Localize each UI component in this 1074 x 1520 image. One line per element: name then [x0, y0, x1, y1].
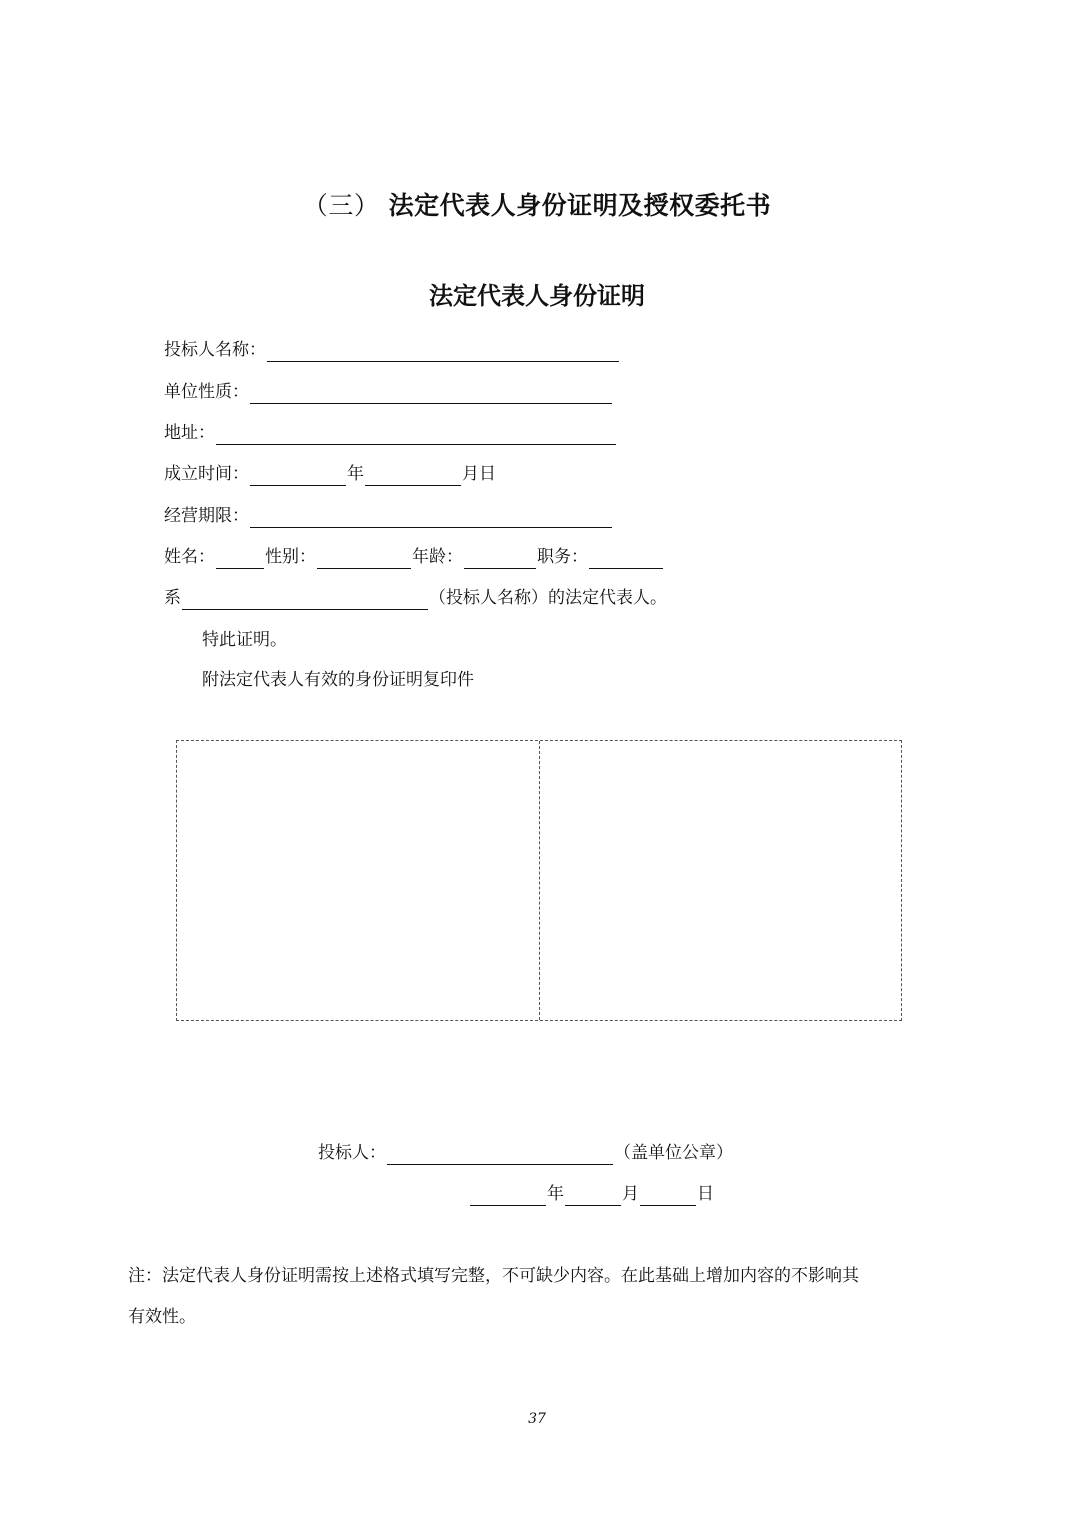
title-prefix: （三） — [302, 191, 380, 220]
id-copy-divider — [539, 741, 540, 1020]
age-blank[interactable] — [464, 550, 536, 569]
sign-month-blank[interactable] — [565, 1187, 621, 1206]
unit-nature-label: 单位性质： — [164, 382, 249, 402]
title-main-text: 法定代表人身份证明及授权委托书 — [388, 191, 772, 220]
operating-period-row — [164, 504, 613, 528]
page-title — [0, 186, 1074, 222]
page-number: 37 — [528, 1411, 546, 1427]
sign-year-blank[interactable] — [470, 1187, 546, 1206]
bidder-signature-label: 投标人： — [318, 1143, 386, 1163]
sign-day-label: 日 — [697, 1184, 714, 1204]
gender-label: 性别： — [265, 547, 316, 567]
established-label: 成立时间： — [164, 464, 249, 484]
established-row — [164, 462, 496, 486]
relation-row — [164, 586, 667, 610]
gender-blank[interactable] — [317, 550, 411, 569]
bidder-signature-blank[interactable] — [387, 1146, 613, 1165]
name-blank[interactable] — [216, 550, 264, 569]
relation-suffix: （投标人名称）的法定代表人。 — [429, 588, 667, 608]
unit-nature-blank[interactable] — [250, 385, 612, 404]
signature-date-row — [469, 1182, 714, 1206]
operating-period-blank[interactable] — [250, 509, 612, 528]
established-month-day-label: 月日 — [462, 464, 496, 484]
bidder-name-blank[interactable] — [267, 343, 619, 362]
address-row — [164, 421, 617, 445]
established-month-blank[interactable] — [365, 467, 461, 486]
bidder-name-label: 投标人名称： — [164, 340, 266, 360]
attachment-text: 附法定代表人有效的身份证明复印件 — [202, 670, 474, 690]
personal-info-row — [164, 545, 664, 569]
name-label: 姓名： — [164, 547, 215, 567]
certify-text: 特此证明。 — [202, 630, 287, 650]
bidder-name-row — [164, 338, 620, 362]
section-title: 法定代表人身份证明 — [429, 281, 645, 310]
position-blank[interactable] — [589, 550, 663, 569]
operating-period-label: 经营期限： — [164, 506, 249, 526]
unit-nature-row — [164, 380, 613, 404]
note-line-2: 有效性。 — [128, 1307, 196, 1327]
relation-blank[interactable] — [182, 591, 428, 610]
established-year-blank[interactable] — [250, 467, 346, 486]
id-copy-box — [176, 740, 902, 1021]
age-label: 年龄： — [412, 547, 463, 567]
sign-day-blank[interactable] — [640, 1187, 696, 1206]
note-line-1: 注：法定代表人身份证明需按上述格式填写完整，不可缺少内容。在此基础上增加内容的不影响其 — [128, 1266, 859, 1286]
relation-prefix: 系 — [164, 588, 181, 608]
sign-year-label: 年 — [547, 1184, 564, 1204]
address-blank[interactable] — [216, 426, 616, 445]
bidder-signature-row — [318, 1141, 733, 1165]
sign-month-label: 月 — [622, 1184, 639, 1204]
position-label: 职务： — [537, 547, 588, 567]
address-label: 地址： — [164, 423, 215, 443]
established-year-label: 年 — [347, 464, 364, 484]
seal-label: （盖单位公章） — [614, 1143, 733, 1163]
